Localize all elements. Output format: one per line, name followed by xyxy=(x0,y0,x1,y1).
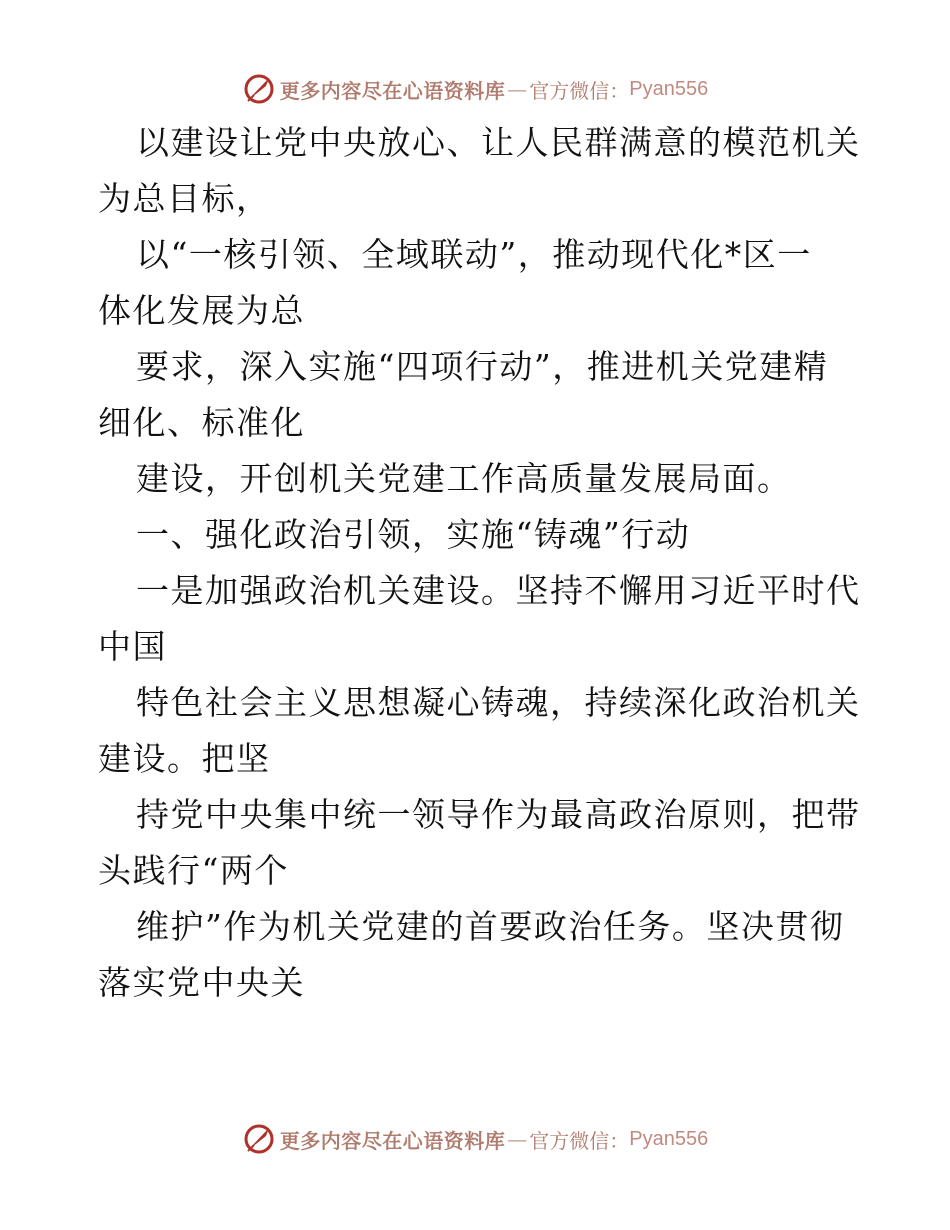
paragraph-line: 持党中央集中统一领导作为最高政治原则，把带 xyxy=(136,795,861,834)
quill-logo-icon xyxy=(242,1122,276,1156)
watermark-main-text: 更多内容尽在心语资料库 xyxy=(279,1128,506,1153)
watermark-main-text: 更多内容尽在心语资料库 xyxy=(279,78,506,103)
paragraph-line: 建设，开创机关党建工作高质量发展局面。 xyxy=(136,459,792,498)
header-watermark xyxy=(0,72,950,106)
paragraph-line: 头践行“两个 xyxy=(98,851,289,890)
footer-watermark xyxy=(0,1122,950,1156)
watermark-dash: — xyxy=(507,77,528,101)
paragraph-line: 建设。把坚 xyxy=(98,739,271,778)
paragraph-line: 以建设让党中央放心、让人民群满意的模范机关 xyxy=(136,123,861,162)
paragraph-line: 以“一核引领、全域联动”，推动现代化*区一 xyxy=(136,235,812,274)
paragraph-line: 一是加强政治机关建设。坚持不懈用习近平时代 xyxy=(136,571,861,610)
paragraph-line: 维护”作为机关党建的首要政治任务。坚决贯彻 xyxy=(136,907,845,946)
watermark-wechat-id: Pyan556 xyxy=(629,77,709,100)
document-body xyxy=(98,123,861,1019)
paragraph-line: 细化、标准化 xyxy=(98,403,305,442)
paragraph-line: 中国 xyxy=(98,627,167,666)
watermark-wechat-id: Pyan556 xyxy=(629,1127,709,1150)
paragraph-line: 特色社会主义思想凝心铸魂，持续深化政治机关 xyxy=(136,683,861,722)
paragraph-line: 体化发展为总 xyxy=(98,291,305,330)
watermark-dash: — xyxy=(507,1127,528,1151)
paragraph-line: 要求，深入实施“四项行动”，推进机关党建精 xyxy=(136,347,829,386)
watermark-official-label: 官方微信： xyxy=(529,78,630,103)
paragraph-line: 为总目标， xyxy=(98,179,271,218)
quill-logo-icon xyxy=(242,72,276,106)
section-heading: 一、强化政治引领，实施“铸魂”行动 xyxy=(136,515,691,554)
watermark-official-label: 官方微信： xyxy=(529,1128,630,1153)
paragraph-line: 落实党中央关 xyxy=(98,963,305,1002)
